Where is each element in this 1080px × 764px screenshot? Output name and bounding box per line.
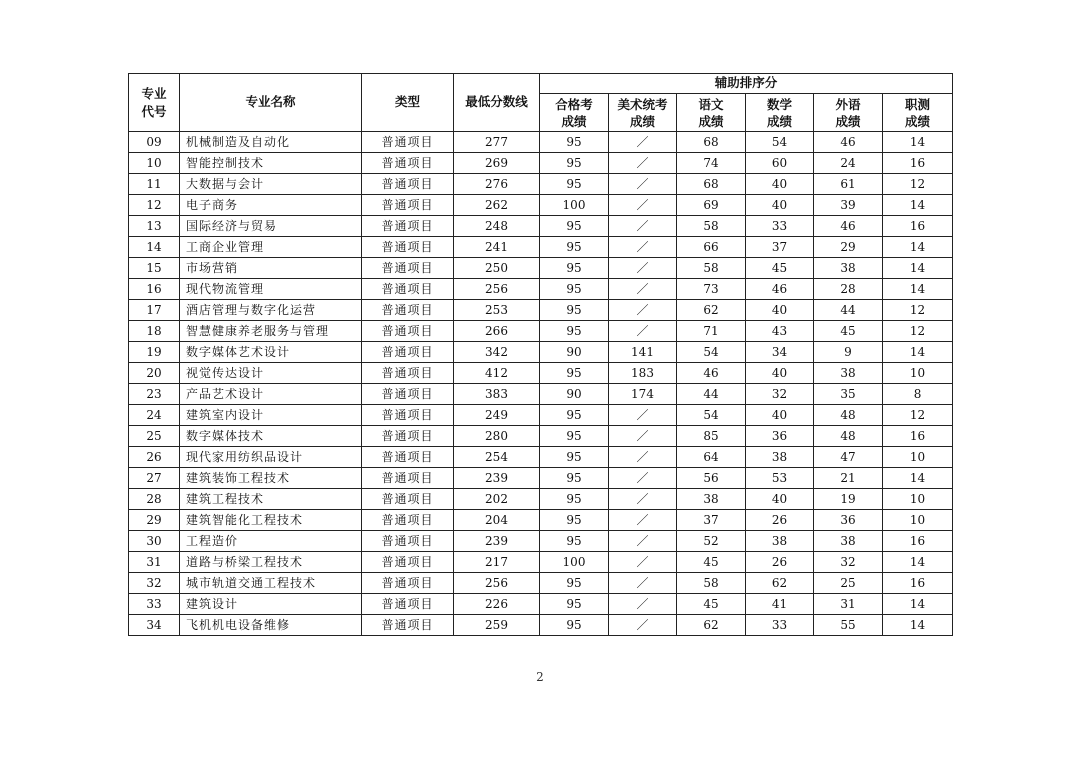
cell-major-code: 19 <box>129 342 180 363</box>
header-min-score: 最低分数线 <box>454 74 540 132</box>
cell-vocational-test-score: 14 <box>883 468 953 489</box>
cell-min-score: 239 <box>454 531 540 552</box>
cell-major-code: 28 <box>129 489 180 510</box>
cell-major-name: 工商企业管理 <box>180 237 362 258</box>
cell-qualification-exam-score: 95 <box>540 132 609 153</box>
cell-math-score: 26 <box>746 510 814 531</box>
cell-math-score: 40 <box>746 174 814 195</box>
cell-min-score: 256 <box>454 573 540 594</box>
page-number: 2 <box>536 670 544 684</box>
cell-qualification-exam-score: 95 <box>540 615 609 636</box>
cell-chinese-score: 54 <box>677 342 746 363</box>
table-row <box>129 363 953 384</box>
cell-min-score: 276 <box>454 174 540 195</box>
cell-major-name: 数字媒体艺术设计 <box>180 342 362 363</box>
table-header <box>129 74 953 132</box>
cell-art-exam-score: ／ <box>609 573 677 594</box>
cell-vocational-test-score: 10 <box>883 489 953 510</box>
cell-chinese-score: 71 <box>677 321 746 342</box>
cell-qualification-exam-score: 95 <box>540 489 609 510</box>
cell-math-score: 33 <box>746 216 814 237</box>
cell-major-code: 23 <box>129 384 180 405</box>
cell-major-code: 34 <box>129 615 180 636</box>
cell-vocational-test-score: 12 <box>883 405 953 426</box>
cell-foreign-language-score: 48 <box>814 405 883 426</box>
cell-vocational-test-score: 14 <box>883 237 953 258</box>
cell-major-code: 27 <box>129 468 180 489</box>
cell-foreign-language-score: 46 <box>814 216 883 237</box>
cell-vocational-test-score: 14 <box>883 615 953 636</box>
cell-foreign-language-score: 61 <box>814 174 883 195</box>
table-row <box>129 468 953 489</box>
table-row <box>129 594 953 615</box>
cell-foreign-language-score: 19 <box>814 489 883 510</box>
table-row <box>129 447 953 468</box>
cell-foreign-language-score: 55 <box>814 615 883 636</box>
cell-art-exam-score: ／ <box>609 489 677 510</box>
table-row <box>129 216 953 237</box>
cell-type: 普通项目 <box>362 489 454 510</box>
header-foreign-language-score <box>814 94 883 132</box>
cell-min-score: 269 <box>454 153 540 174</box>
cell-math-score: 37 <box>746 237 814 258</box>
table-row <box>129 321 953 342</box>
table-row <box>129 258 953 279</box>
cell-foreign-language-score: 24 <box>814 153 883 174</box>
cell-major-code: 12 <box>129 195 180 216</box>
cell-qualification-exam-score: 95 <box>540 594 609 615</box>
cell-vocational-test-score: 14 <box>883 279 953 300</box>
cell-qualification-exam-score: 90 <box>540 342 609 363</box>
cell-foreign-language-score: 29 <box>814 237 883 258</box>
cell-type: 普通项目 <box>362 405 454 426</box>
cell-type: 普通项目 <box>362 132 454 153</box>
table-row <box>129 132 953 153</box>
cell-chinese-score: 85 <box>677 426 746 447</box>
cell-chinese-score: 73 <box>677 279 746 300</box>
header-chinese-score <box>677 94 746 132</box>
cell-vocational-test-score: 14 <box>883 594 953 615</box>
cell-vocational-test-score: 16 <box>883 216 953 237</box>
cell-min-score: 277 <box>454 132 540 153</box>
header-qualification-exam-line1: 合格考 <box>555 96 593 112</box>
cell-type: 普通项目 <box>362 447 454 468</box>
cell-major-name: 现代物流管理 <box>180 279 362 300</box>
cell-math-score: 60 <box>746 153 814 174</box>
cell-min-score: 342 <box>454 342 540 363</box>
table-body <box>129 132 953 636</box>
header-major-name: 专业名称 <box>180 74 362 132</box>
cell-major-code: 13 <box>129 216 180 237</box>
cell-qualification-exam-score: 95 <box>540 531 609 552</box>
cell-major-name: 建筑装饰工程技术 <box>180 468 362 489</box>
cell-major-code: 29 <box>129 510 180 531</box>
table-row <box>129 342 953 363</box>
cell-qualification-exam-score: 95 <box>540 237 609 258</box>
cell-type: 普通项目 <box>362 363 454 384</box>
cell-math-score: 43 <box>746 321 814 342</box>
header-qualification-exam-score <box>540 94 609 132</box>
cell-major-name: 电子商务 <box>180 195 362 216</box>
cell-major-code: 25 <box>129 426 180 447</box>
cell-qualification-exam-score: 90 <box>540 384 609 405</box>
cell-art-exam-score: ／ <box>609 195 677 216</box>
cell-chinese-score: 38 <box>677 489 746 510</box>
cell-vocational-test-score: 16 <box>883 153 953 174</box>
cell-math-score: 36 <box>746 426 814 447</box>
cell-chinese-score: 68 <box>677 132 746 153</box>
cell-vocational-test-score: 12 <box>883 321 953 342</box>
cell-min-score: 259 <box>454 615 540 636</box>
header-chinese-line1: 语文 <box>698 96 724 112</box>
cell-qualification-exam-score: 95 <box>540 258 609 279</box>
cell-vocational-test-score: 10 <box>883 363 953 384</box>
cell-major-code: 24 <box>129 405 180 426</box>
cell-major-name: 智慧健康养老服务与管理 <box>180 321 362 342</box>
cell-math-score: 26 <box>746 552 814 573</box>
cell-type: 普通项目 <box>362 468 454 489</box>
cell-vocational-test-score: 16 <box>883 426 953 447</box>
cell-qualification-exam-score: 95 <box>540 510 609 531</box>
cell-foreign-language-score: 38 <box>814 258 883 279</box>
cell-math-score: 54 <box>746 132 814 153</box>
header-vocational-test-line2: 成绩 <box>905 113 931 129</box>
cell-type: 普通项目 <box>362 258 454 279</box>
cell-major-code: 14 <box>129 237 180 258</box>
cell-type: 普通项目 <box>362 174 454 195</box>
cell-type: 普通项目 <box>362 195 454 216</box>
header-chinese-line2: 成绩 <box>698 113 724 129</box>
cell-type: 普通项目 <box>362 279 454 300</box>
cell-type: 普通项目 <box>362 342 454 363</box>
cell-type: 普通项目 <box>362 552 454 573</box>
cell-art-exam-score: ／ <box>609 510 677 531</box>
cell-chinese-score: 64 <box>677 447 746 468</box>
cell-major-name: 建筑工程技术 <box>180 489 362 510</box>
cell-vocational-test-score: 14 <box>883 195 953 216</box>
cell-major-code: 10 <box>129 153 180 174</box>
cell-foreign-language-score: 32 <box>814 552 883 573</box>
cell-art-exam-score: ／ <box>609 279 677 300</box>
cell-vocational-test-score: 14 <box>883 258 953 279</box>
cell-type: 普通项目 <box>362 384 454 405</box>
cell-type: 普通项目 <box>362 594 454 615</box>
cell-qualification-exam-score: 95 <box>540 405 609 426</box>
cell-chinese-score: 58 <box>677 216 746 237</box>
cell-art-exam-score: ／ <box>609 531 677 552</box>
header-aux-sort-group: 辅助排序分 <box>540 74 953 94</box>
cell-type: 普通项目 <box>362 510 454 531</box>
cell-major-code: 20 <box>129 363 180 384</box>
table-row <box>129 279 953 300</box>
cell-vocational-test-score: 14 <box>883 132 953 153</box>
cell-major-name: 酒店管理与数字化运营 <box>180 300 362 321</box>
cell-art-exam-score: ／ <box>609 300 677 321</box>
cell-major-name: 市场营销 <box>180 258 362 279</box>
cell-min-score: 253 <box>454 300 540 321</box>
header-art-unified-exam-score <box>609 94 677 132</box>
cell-art-exam-score: ／ <box>609 216 677 237</box>
header-major-code-line2: 代号 <box>141 103 167 119</box>
cell-min-score: 204 <box>454 510 540 531</box>
cell-type: 普通项目 <box>362 216 454 237</box>
cell-vocational-test-score: 10 <box>883 510 953 531</box>
cell-math-score: 40 <box>746 195 814 216</box>
cell-min-score: 249 <box>454 405 540 426</box>
cell-min-score: 217 <box>454 552 540 573</box>
cell-type: 普通项目 <box>362 153 454 174</box>
cell-qualification-exam-score: 95 <box>540 300 609 321</box>
header-major-code <box>129 74 180 132</box>
cell-chinese-score: 45 <box>677 594 746 615</box>
cell-min-score: 202 <box>454 489 540 510</box>
table-row <box>129 510 953 531</box>
header-foreign-language-line2: 成绩 <box>835 113 861 129</box>
cell-art-exam-score: ／ <box>609 594 677 615</box>
cell-major-code: 33 <box>129 594 180 615</box>
cell-type: 普通项目 <box>362 300 454 321</box>
cell-vocational-test-score: 14 <box>883 342 953 363</box>
cell-math-score: 41 <box>746 594 814 615</box>
cell-chinese-score: 52 <box>677 531 746 552</box>
cell-foreign-language-score: 46 <box>814 132 883 153</box>
cell-qualification-exam-score: 95 <box>540 447 609 468</box>
cell-qualification-exam-score: 95 <box>540 216 609 237</box>
cell-min-score: 280 <box>454 426 540 447</box>
cell-chinese-score: 54 <box>677 405 746 426</box>
cell-major-code: 16 <box>129 279 180 300</box>
cell-qualification-exam-score: 95 <box>540 426 609 447</box>
cell-major-name: 工程造价 <box>180 531 362 552</box>
cell-art-exam-score: ／ <box>609 615 677 636</box>
cell-math-score: 45 <box>746 258 814 279</box>
cell-major-code: 17 <box>129 300 180 321</box>
cell-vocational-test-score: 12 <box>883 300 953 321</box>
cell-math-score: 62 <box>746 573 814 594</box>
cell-min-score: 262 <box>454 195 540 216</box>
cell-foreign-language-score: 48 <box>814 426 883 447</box>
cell-qualification-exam-score: 95 <box>540 153 609 174</box>
cell-chinese-score: 66 <box>677 237 746 258</box>
header-art-unified-exam-line1: 美术统考 <box>617 96 668 112</box>
cell-vocational-test-score: 12 <box>883 174 953 195</box>
table-row <box>129 615 953 636</box>
cell-major-code: 32 <box>129 573 180 594</box>
table-row <box>129 426 953 447</box>
cell-vocational-test-score: 10 <box>883 447 953 468</box>
cell-major-name: 飞机机电设备维修 <box>180 615 362 636</box>
cell-chinese-score: 45 <box>677 552 746 573</box>
cell-chinese-score: 62 <box>677 300 746 321</box>
cell-min-score: 248 <box>454 216 540 237</box>
cell-math-score: 34 <box>746 342 814 363</box>
cell-chinese-score: 58 <box>677 258 746 279</box>
header-math-score <box>746 94 814 132</box>
cell-type: 普通项目 <box>362 426 454 447</box>
cell-qualification-exam-score: 95 <box>540 573 609 594</box>
cell-major-name: 大数据与会计 <box>180 174 362 195</box>
table-row <box>129 489 953 510</box>
cell-qualification-exam-score: 95 <box>540 468 609 489</box>
cell-foreign-language-score: 47 <box>814 447 883 468</box>
cell-min-score: 241 <box>454 237 540 258</box>
table-row <box>129 237 953 258</box>
cell-type: 普通项目 <box>362 573 454 594</box>
table-row <box>129 384 953 405</box>
header-type: 类型 <box>362 74 454 132</box>
cell-math-score: 40 <box>746 363 814 384</box>
cell-art-exam-score: ／ <box>609 321 677 342</box>
cell-type: 普通项目 <box>362 531 454 552</box>
cell-qualification-exam-score: 95 <box>540 279 609 300</box>
cell-math-score: 40 <box>746 489 814 510</box>
cell-art-exam-score: ／ <box>609 405 677 426</box>
cell-min-score: 239 <box>454 468 540 489</box>
header-foreign-language-line1: 外语 <box>835 96 861 112</box>
cell-type: 普通项目 <box>362 237 454 258</box>
cell-math-score: 32 <box>746 384 814 405</box>
cell-chinese-score: 68 <box>677 174 746 195</box>
cell-qualification-exam-score: 100 <box>540 552 609 573</box>
header-math-line1: 数学 <box>766 96 792 112</box>
cell-art-exam-score: ／ <box>609 174 677 195</box>
cell-chinese-score: 46 <box>677 363 746 384</box>
cell-major-name: 机械制造及自动化 <box>180 132 362 153</box>
cell-foreign-language-score: 39 <box>814 195 883 216</box>
cell-min-score: 266 <box>454 321 540 342</box>
cell-foreign-language-score: 44 <box>814 300 883 321</box>
cell-major-name: 视觉传达设计 <box>180 363 362 384</box>
cell-art-exam-score: ／ <box>609 552 677 573</box>
cell-art-exam-score: 174 <box>609 384 677 405</box>
cell-foreign-language-score: 25 <box>814 573 883 594</box>
table-row <box>129 573 953 594</box>
cell-vocational-test-score: 16 <box>883 531 953 552</box>
cell-art-exam-score: ／ <box>609 426 677 447</box>
table-row <box>129 300 953 321</box>
cell-major-name: 建筑室内设计 <box>180 405 362 426</box>
cell-major-code: 18 <box>129 321 180 342</box>
cell-art-exam-score: ／ <box>609 468 677 489</box>
table-row <box>129 174 953 195</box>
cell-major-name: 道路与桥梁工程技术 <box>180 552 362 573</box>
cell-art-exam-score: ／ <box>609 153 677 174</box>
cell-qualification-exam-score: 95 <box>540 174 609 195</box>
cell-foreign-language-score: 21 <box>814 468 883 489</box>
cell-art-exam-score: ／ <box>609 237 677 258</box>
table-row <box>129 153 953 174</box>
header-vocational-test-line1: 职测 <box>905 96 931 112</box>
header-vocational-test-score <box>883 94 953 132</box>
cell-major-name: 智能控制技术 <box>180 153 362 174</box>
cell-vocational-test-score: 16 <box>883 573 953 594</box>
cell-math-score: 46 <box>746 279 814 300</box>
cell-major-name: 国际经济与贸易 <box>180 216 362 237</box>
cell-chinese-score: 74 <box>677 153 746 174</box>
cell-math-score: 38 <box>746 531 814 552</box>
cell-min-score: 226 <box>454 594 540 615</box>
header-major-code-line1: 专业 <box>141 85 167 101</box>
cell-foreign-language-score: 38 <box>814 531 883 552</box>
cell-type: 普通项目 <box>362 321 454 342</box>
cell-qualification-exam-score: 95 <box>540 321 609 342</box>
cell-math-score: 53 <box>746 468 814 489</box>
cell-min-score: 383 <box>454 384 540 405</box>
cell-foreign-language-score: 38 <box>814 363 883 384</box>
table-row <box>129 405 953 426</box>
cell-major-code: 09 <box>129 132 180 153</box>
cell-qualification-exam-score: 100 <box>540 195 609 216</box>
cell-chinese-score: 58 <box>677 573 746 594</box>
cell-major-name: 建筑智能化工程技术 <box>180 510 362 531</box>
cell-major-code: 11 <box>129 174 180 195</box>
admission-score-table <box>128 73 953 636</box>
cell-min-score: 250 <box>454 258 540 279</box>
table-row <box>129 195 953 216</box>
cell-major-name: 建筑设计 <box>180 594 362 615</box>
cell-chinese-score: 37 <box>677 510 746 531</box>
cell-major-name: 数字媒体技术 <box>180 426 362 447</box>
cell-major-code: 31 <box>129 552 180 573</box>
cell-major-code: 26 <box>129 447 180 468</box>
cell-vocational-test-score: 8 <box>883 384 953 405</box>
cell-min-score: 254 <box>454 447 540 468</box>
cell-foreign-language-score: 45 <box>814 321 883 342</box>
cell-major-name: 产品艺术设计 <box>180 384 362 405</box>
cell-art-exam-score: 183 <box>609 363 677 384</box>
cell-art-exam-score: ／ <box>609 258 677 279</box>
cell-foreign-language-score: 36 <box>814 510 883 531</box>
cell-vocational-test-score: 14 <box>883 552 953 573</box>
cell-art-exam-score: 141 <box>609 342 677 363</box>
cell-foreign-language-score: 28 <box>814 279 883 300</box>
cell-major-name: 城市轨道交通工程技术 <box>180 573 362 594</box>
cell-foreign-language-score: 31 <box>814 594 883 615</box>
cell-chinese-score: 44 <box>677 384 746 405</box>
cell-qualification-exam-score: 95 <box>540 363 609 384</box>
cell-foreign-language-score: 9 <box>814 342 883 363</box>
cell-major-name: 现代家用纺织品设计 <box>180 447 362 468</box>
cell-math-score: 38 <box>746 447 814 468</box>
table-row <box>129 552 953 573</box>
cell-min-score: 256 <box>454 279 540 300</box>
cell-foreign-language-score: 35 <box>814 384 883 405</box>
cell-min-score: 412 <box>454 363 540 384</box>
cell-math-score: 33 <box>746 615 814 636</box>
cell-chinese-score: 62 <box>677 615 746 636</box>
cell-chinese-score: 69 <box>677 195 746 216</box>
table-row <box>129 531 953 552</box>
header-qualification-exam-line2: 成绩 <box>561 113 587 129</box>
header-math-line2: 成绩 <box>766 113 792 129</box>
cell-art-exam-score: ／ <box>609 132 677 153</box>
cell-math-score: 40 <box>746 300 814 321</box>
cell-chinese-score: 56 <box>677 468 746 489</box>
cell-art-exam-score: ／ <box>609 447 677 468</box>
cell-math-score: 40 <box>746 405 814 426</box>
cell-major-code: 15 <box>129 258 180 279</box>
cell-major-code: 30 <box>129 531 180 552</box>
header-art-unified-exam-line2: 成绩 <box>629 113 655 129</box>
cell-type: 普通项目 <box>362 615 454 636</box>
